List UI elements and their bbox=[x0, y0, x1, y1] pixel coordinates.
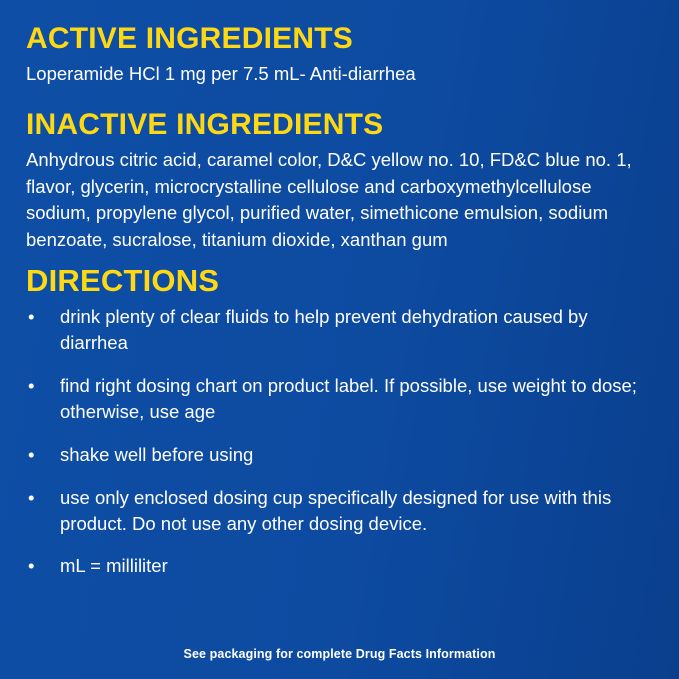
list-item-text: find right dosing chart on product label. If possible, use weight to dose; otherwise, use age bbox=[60, 374, 637, 422]
footer-note: See packaging for complete Drug Facts Information bbox=[183, 647, 496, 661]
list-item bbox=[26, 442, 653, 468]
inactive-ingredients-text: Anhydrous citric acid, caramel color, D&C yellow no. 10, FD&C blue no. 1, flavor, glycerin, microcrystalline cellulose and carboxymethylcellulose sodium, propylene glycol, purified water, simethicone emulsion, sodium benzoate, sucralose, titanium dioxide, xanthan gum bbox=[26, 148, 632, 251]
active-ingredients-text: Loperamide HCl 1 mg per 7.5 mL- Anti-diarrhea bbox=[26, 63, 416, 84]
directions-list bbox=[26, 304, 653, 579]
directions-section bbox=[26, 264, 653, 579]
bullet-icon: • bbox=[28, 374, 35, 396]
inactive-ingredients-heading: INACTIVE INGREDIENTS bbox=[26, 107, 384, 141]
list-item bbox=[26, 373, 653, 425]
list-item-text: use only enclosed dosing cup specifically designed for use with this product. Do not use any other dosing device. bbox=[60, 486, 612, 534]
list-item-text: shake well before using bbox=[60, 443, 254, 465]
list-item bbox=[26, 553, 653, 579]
bullet-icon: • bbox=[28, 306, 35, 328]
list-item bbox=[26, 304, 653, 356]
list-item-text: drink plenty of clear fluids to help prevent dehydration caused by diarrhea bbox=[60, 306, 588, 354]
bullet-icon: • bbox=[28, 443, 35, 465]
directions-heading: DIRECTIONS bbox=[26, 263, 220, 299]
list-item bbox=[26, 485, 653, 537]
bullet-icon: • bbox=[28, 486, 35, 508]
bullet-icon: • bbox=[28, 555, 35, 577]
inactive-ingredients-section bbox=[26, 108, 653, 254]
active-ingredients-section bbox=[26, 22, 653, 88]
list-item-text: mL = milliliter bbox=[60, 555, 168, 577]
active-ingredients-heading: ACTIVE INGREDIENTS bbox=[26, 22, 353, 55]
